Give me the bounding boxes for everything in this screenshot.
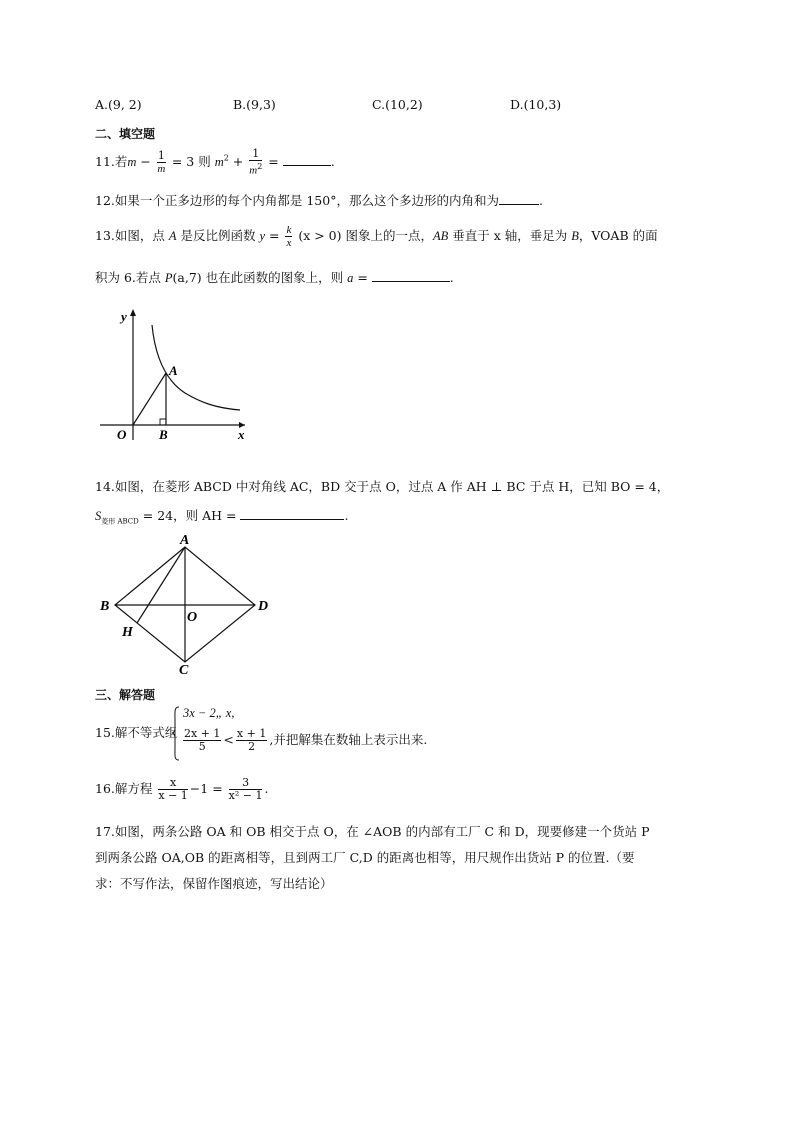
system-brace xyxy=(171,706,181,761)
label-a: A xyxy=(169,363,178,378)
segment-ah xyxy=(137,547,185,623)
question-11: 11.若m − $\frac{1}{m}$ = 3 则 $m^2$ + $\frac{1}{m^2}$ = . xyxy=(95,147,335,177)
label-x: x xyxy=(238,427,245,442)
fraction-1-over-m-squared: $\frac{1}{m^2}$ xyxy=(249,147,263,177)
label-b: B xyxy=(100,599,110,614)
section-title-fill-in: 二、填空题 xyxy=(95,127,156,141)
question-14-line-1: 14.如图，在菱形 ABCD 中对角线 AC，BD 交于点 O，过点 A 作 AH ⊥ BC 于点 H，已知 BO = 4， xyxy=(95,479,670,494)
question-17-line-2: 到两条公路 OA,OB 的距离相等，且到两工厂 C,D 的距离也相等，用尺规作出货站 P 的位置.（要 xyxy=(95,850,635,865)
question-17-line-1: 17.如图，两条公路 OA 和 OB 相交于点 O，在 ∠AOB 的内部有工厂 C 和 D，现要修建一个货站 P xyxy=(95,824,650,839)
figure-14-rhombus xyxy=(95,532,285,677)
fraction-1-over-m: $\frac{1}{m}$ xyxy=(157,148,166,175)
label-o: O xyxy=(187,610,198,625)
right-angle-mark xyxy=(160,419,166,425)
question-13-line-1: 13.如图，点 A 是反比例函数 y = $\frac{k}{x}$ (x > 0) 图象上的一点，AB 垂直于 x 轴，垂足为 B，VOAB 的面 xyxy=(95,224,658,249)
label-c: C xyxy=(179,663,189,677)
section-title-solve: 三、解答题 xyxy=(95,688,156,702)
hyperbola-curve xyxy=(152,325,240,410)
label-h: H xyxy=(122,625,133,640)
y-axis-arrow xyxy=(130,309,136,316)
answer-blank-11[interactable] xyxy=(283,154,331,166)
question-14-line-2: $S_{菱形 ABCD} = 24$，则 AH = . xyxy=(95,508,349,526)
segment-oa xyxy=(133,373,166,425)
label-a: A xyxy=(180,533,190,548)
inequality-2: $\frac{2x + 1}{5}$ < $\frac{x + 1}{2}$ ,并把解集在数轴上表示出来. xyxy=(184,727,428,753)
label-b: B xyxy=(159,427,168,442)
answer-blank-14[interactable] xyxy=(240,508,344,520)
question-12: 12.如果一个正多边形的每个内角都是 150°，那么这个多边形的内角和为 . xyxy=(95,193,543,208)
answer-blank-13[interactable] xyxy=(372,270,450,282)
option-d: D.(10,3) xyxy=(510,97,562,112)
option-c: C.(10,2) xyxy=(372,97,423,112)
question-13-line-2: 积为 6.若点 P(a,7) 也在此函数的图象上，则 a = . xyxy=(95,270,454,285)
option-b: B.(9,3) xyxy=(233,97,276,112)
question-17-line-3: 求：不写作法，保留作图痕迹，写出结论） xyxy=(95,876,333,891)
fraction-k-over-x: $\frac{k}{x}$ xyxy=(286,224,292,249)
label-y: y xyxy=(121,309,127,324)
question-16: 16.解方程 $\frac{x}{x - 1}$ −1 = $\frac{3}{\text{x² − 1}}$ . xyxy=(95,776,269,802)
answer-blank-12[interactable] xyxy=(499,193,539,205)
label-o: O xyxy=(117,427,127,442)
label-d: D xyxy=(258,599,269,614)
figure-13-hyperbola xyxy=(95,305,260,445)
option-a: A.(9, 2) xyxy=(95,97,142,112)
